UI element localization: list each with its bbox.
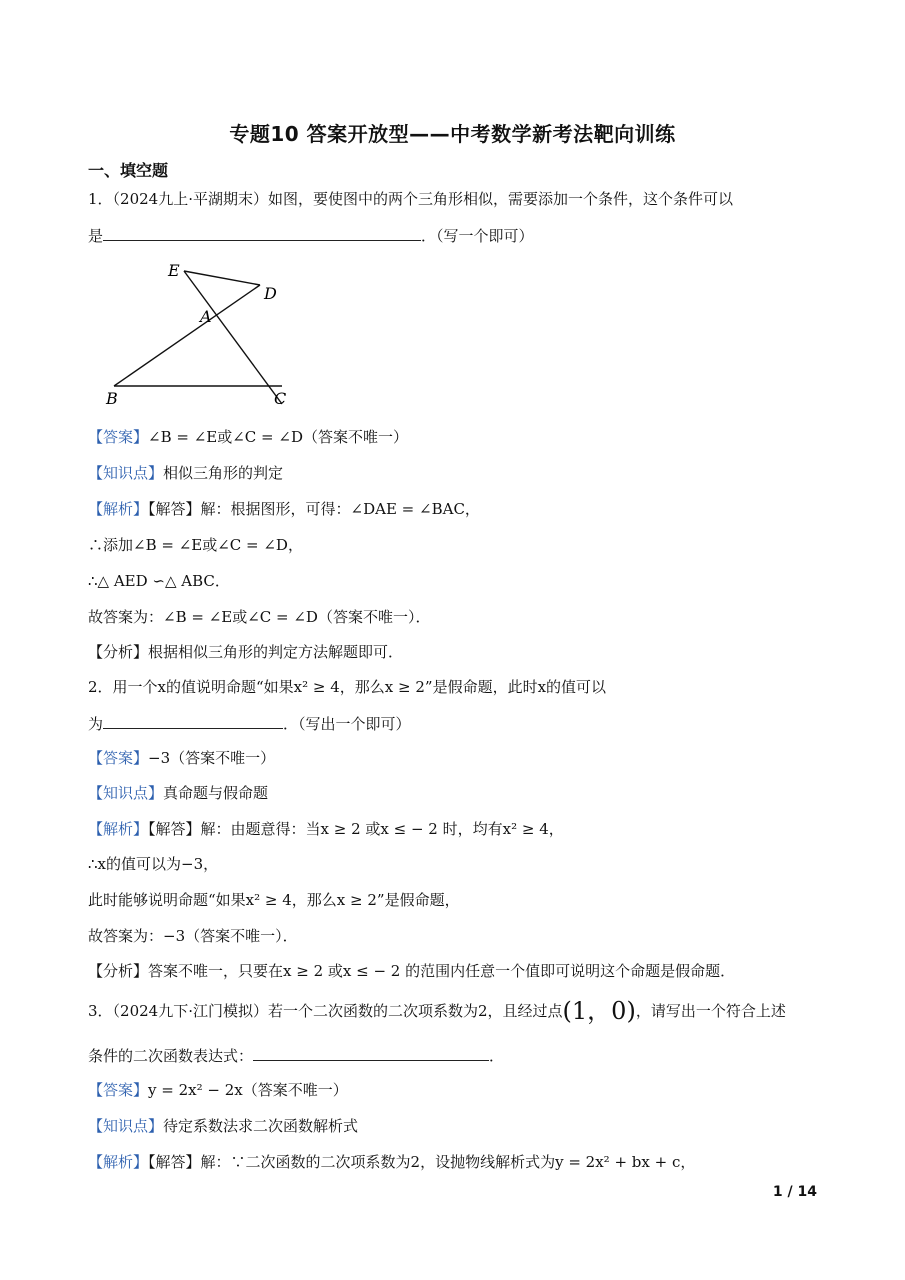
q1-stem-line2: [88, 224, 534, 247]
solve-tag: 【解答】: [148, 500, 201, 518]
q3-answer-text: y = 2x² − 2x（答案不唯一）: [148, 1081, 348, 1099]
q2-answer-text: −3（答案不唯一）: [148, 749, 276, 767]
q1-answer-blank: [103, 224, 421, 241]
q1-stem-suffix: ．（写一个即可）: [421, 227, 534, 245]
answer-tag: 【答案】: [88, 428, 149, 446]
q2-knowledge: [88, 782, 268, 804]
page-title: 专题10 答案开放型——中考数学新考法靶向训练: [229, 122, 676, 146]
q3-point: (1，0): [562, 997, 636, 1025]
page-number: 1 / 14: [772, 1184, 817, 1200]
label-A: A: [200, 307, 212, 326]
q2-fenxi-text: 答案不唯一，只要在x ≥ 2 或x ≤ − 2 的范围内任意一个值即可说明这个命题是假命题．: [148, 962, 736, 980]
q1-answer: [88, 426, 408, 448]
q1-analysis-line2: ∴添加∠B = ∠E或∠C = ∠D，: [88, 536, 303, 554]
q2-stem-line1: 2．用一个x的值说明命题“如果x² ≥ 4，那么x ≥ 2”是假命题，此时x的值可以: [88, 678, 607, 696]
analysis-tag: 【解析】: [88, 1153, 149, 1171]
segment-ED: [184, 271, 260, 285]
analysis-tag: 【解析】: [88, 500, 149, 518]
q1-stem-prefix: 是: [88, 227, 104, 245]
q3-stem-line1: [88, 997, 786, 1025]
q2-analysis-text1: 解：由题意得：当x ≥ 2 或x ≤ − 2 时，均有x² ≥ 4，: [200, 820, 564, 838]
q2-knowledge-text: 真命题与假命题: [163, 784, 269, 802]
q2-fenxi: [88, 960, 735, 982]
fenxi-tag: 【分析】: [88, 962, 149, 980]
q2-stem-line2: [88, 712, 411, 735]
knowledge-tag: 【知识点】: [88, 464, 164, 482]
q3-answer: [88, 1079, 348, 1101]
segment-DB: [114, 285, 260, 386]
q3-stem-prefix2: 条件的二次函数表达式：: [88, 1047, 254, 1065]
q1-analysis-line4: 故答案为：∠B = ∠E或∠C = ∠D（答案不唯一）．: [88, 608, 431, 626]
q1-triangle-figure: [100, 258, 300, 410]
q1-analysis-line1: [88, 498, 480, 520]
q2-stem-prefix: 为: [88, 715, 104, 733]
q3-analysis-text1: 解：∵二次函数的二次项系数为2，设抛物线解析式为y = 2x² + bx + c，: [200, 1153, 696, 1171]
q2-answer-blank: [103, 712, 283, 729]
q3-stem-suffix2: ．: [489, 1047, 505, 1065]
q1-answer-text: ∠B = ∠E或∠C = ∠D（答案不唯一）: [148, 428, 408, 446]
q2-analysis-line1: [88, 818, 564, 840]
q3-knowledge-text: 待定系数法求二次函数解析式: [163, 1117, 359, 1135]
label-C: C: [274, 389, 287, 408]
q3-analysis-line1: [88, 1151, 695, 1173]
q1-analysis-line3: ∴△ AED ∽△ ABC．: [88, 572, 230, 590]
fenxi-tag: 【分析】: [88, 643, 149, 661]
label-D: D: [264, 284, 277, 303]
q3-stem-suffix: ，请写出一个符合上述: [635, 1002, 786, 1020]
q1-fenxi: [88, 641, 403, 663]
q2-analysis-line3: 此时能够说明命题“如果x² ≥ 4，那么x ≥ 2”是假命题，: [88, 891, 460, 909]
knowledge-tag: 【知识点】: [88, 784, 164, 802]
knowledge-tag: 【知识点】: [88, 1117, 164, 1135]
q1-fenxi-text: 根据相似三角形的判定方法解题即可．: [148, 643, 404, 661]
label-E: E: [168, 261, 180, 280]
q1-stem-line1: 1．（2024九上·平湖期末）如图，要使图中的两个三角形相似，需要添加一个条件，这个条件可以: [88, 190, 733, 208]
q3-answer-blank: [253, 1044, 489, 1061]
q3-stem-prefix: 3．（2024九下·江门模拟）若一个二次函数的二次项系数为2，且经过点: [88, 1002, 563, 1020]
solve-tag: 【解答】: [148, 1153, 201, 1171]
q2-answer: [88, 747, 275, 769]
answer-tag: 【答案】: [88, 1081, 149, 1099]
label-B: B: [106, 389, 118, 408]
answer-tag: 【答案】: [88, 749, 149, 767]
q1-knowledge-text: 相似三角形的判定: [163, 464, 284, 482]
section-heading: 一、填空题: [88, 161, 169, 180]
q2-stem-suffix: ．（写出一个即可）: [283, 715, 411, 733]
q2-analysis-line4: 故答案为：−3（答案不唯一）．: [88, 927, 298, 945]
q2-analysis-line2: ∴x的值可以为−3，: [88, 855, 219, 873]
q1-analysis-text1: 解：根据图形，可得：∠DAE = ∠BAC，: [200, 500, 480, 518]
solve-tag: 【解答】: [148, 820, 201, 838]
q1-knowledge: [88, 462, 283, 484]
q3-stem-line2: [88, 1044, 504, 1067]
q3-knowledge: [88, 1115, 358, 1137]
analysis-tag: 【解析】: [88, 820, 149, 838]
